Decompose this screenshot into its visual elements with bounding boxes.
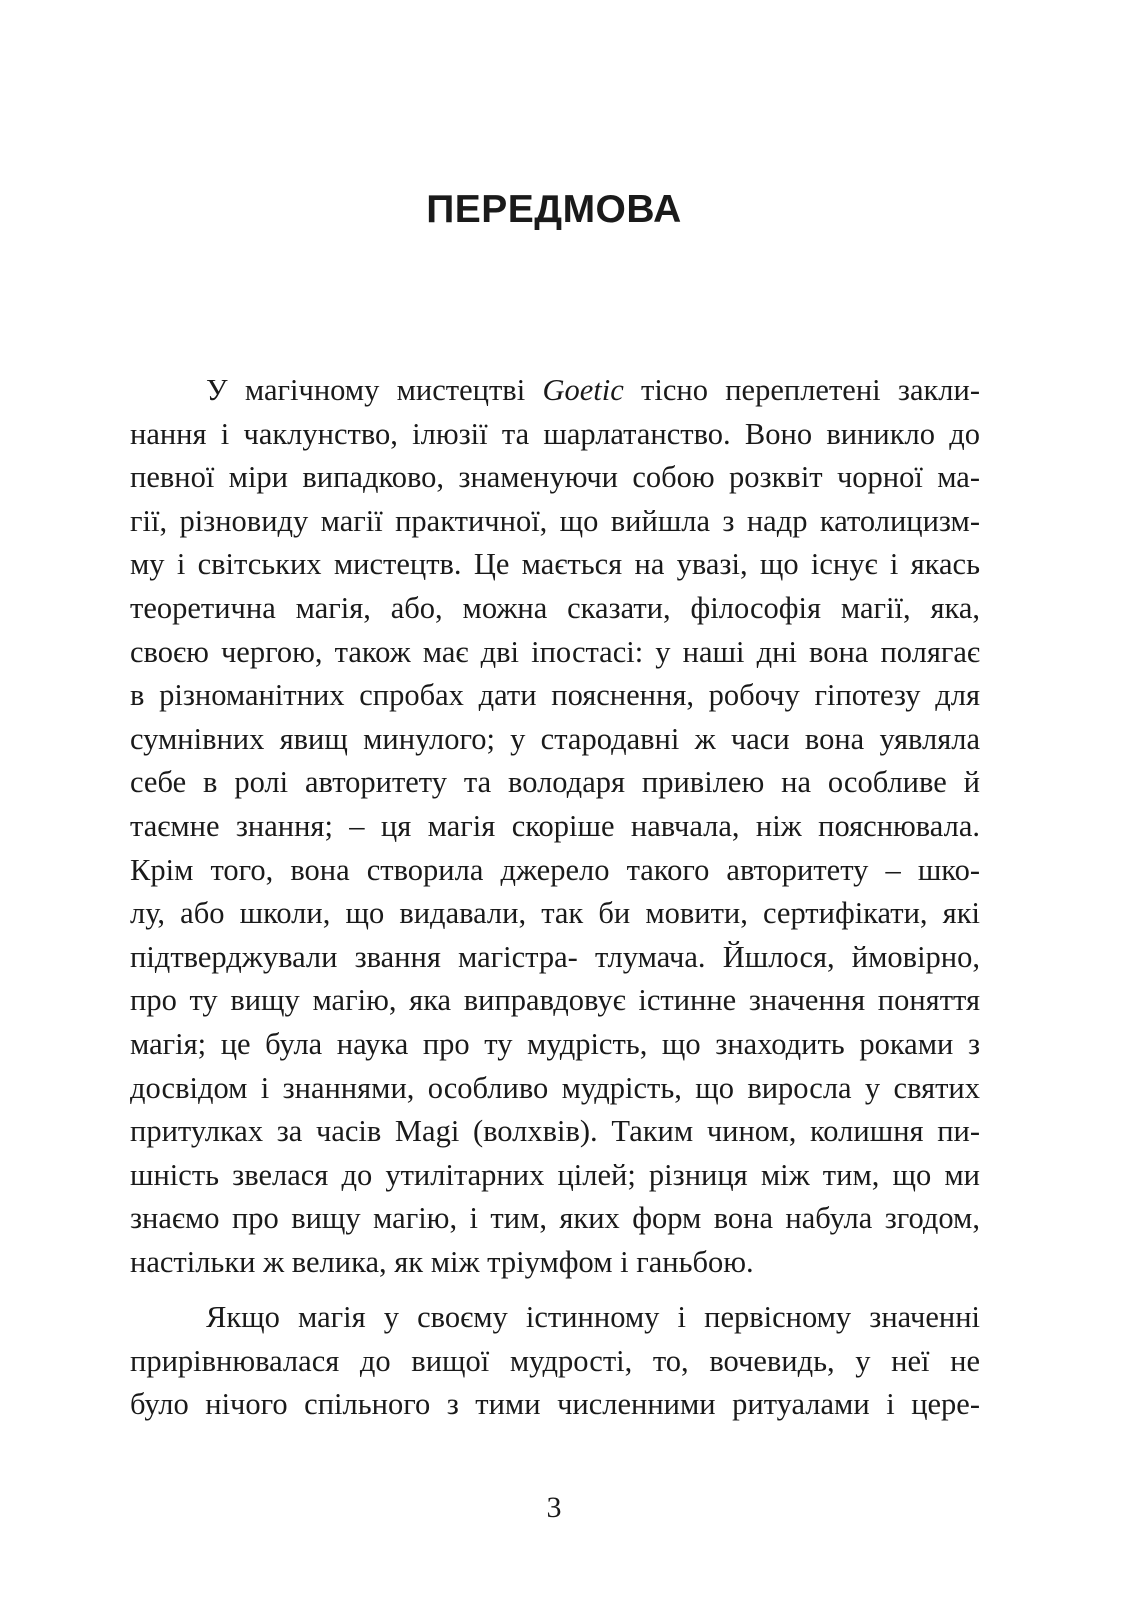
- text-line: сумнівних явищ минулого; у стародавні ж часи вона уявляла: [130, 721, 980, 756]
- text-segment: тісно переплетені закли-: [623, 373, 980, 407]
- text-line: прирівнювалася до вищої мудрості, то, вочевидь, у неї не: [130, 1343, 980, 1378]
- text-line: [130, 369, 980, 413]
- page-title: ПЕРЕДМОВА: [426, 188, 682, 231]
- paragraph-2: [130, 1296, 980, 1427]
- text-line: магія; це була наука про ту мудрість, що знаходить роками з: [130, 1026, 980, 1061]
- text-line: Якщо магія у своєму істинному і первісному значенні: [206, 1300, 980, 1334]
- text-line: себе в ролі авторитету та володаря привілею на особливе й: [130, 765, 980, 800]
- text-line: своєю чергою, також має дві іпостасі: у наші дні вона полягає: [130, 634, 980, 669]
- text-line: нання і чаклунство, ілюзії та шарлатанство. Воно виникло до: [130, 416, 980, 451]
- text-segment: У магічному мистецтві: [206, 373, 543, 407]
- text-line: підтверджували звання магістра- тлумача. Йшлося, ймовірно,: [130, 939, 980, 974]
- text-line: досвідом і знаннями, особливо мудрість, що виросла у святих: [130, 1070, 980, 1105]
- text-line: знаємо про вищу магію, і тим, яких форм вона набула згодом,: [130, 1201, 980, 1236]
- text-line: про ту вищу магію, яка виправдовує істинне значення поняття: [130, 983, 980, 1018]
- text-line: в різноманітних спробах дати пояснення, робочу гіпотезу для: [130, 678, 980, 713]
- text-line: гії, різновиду магії практичної, що вийшла з надр католицизм-: [130, 503, 980, 538]
- page-number: 3: [546, 1491, 562, 1524]
- italic-word: Goetic: [542, 373, 624, 407]
- text-line: Крім того, вона створила джерело такого авторитету – шко-: [130, 852, 980, 887]
- text-line: певної міри випадково, знаменуючи собою розквіт чорної ма-: [130, 460, 980, 495]
- text-line: лу, або школи, що видавали, так би мовити, сертифікати, які: [130, 896, 980, 931]
- text-line: теоретична магія, або, можна сказати, філософія магії, яка,: [130, 590, 980, 625]
- text-line: шність звелася до утилітарних цілей; різниця між тим, що ми: [130, 1157, 980, 1192]
- text-line: му і світських мистецтв. Це мається на увазі, що існує і якась: [130, 547, 980, 582]
- text-line: таємне знання; – ця магія скоріше навчала, ніж пояснювала.: [130, 808, 980, 843]
- text-line: притулках за часів Magi (волхвів). Таким чином, колишня пи-: [130, 1114, 980, 1149]
- text-line: настільки ж велика, як між тріумфом і ганьбою.: [130, 1244, 754, 1279]
- paragraph-1: [130, 369, 980, 1284]
- text-line: було нічого спільного з тими численними ритуалами і цере-: [130, 1387, 980, 1422]
